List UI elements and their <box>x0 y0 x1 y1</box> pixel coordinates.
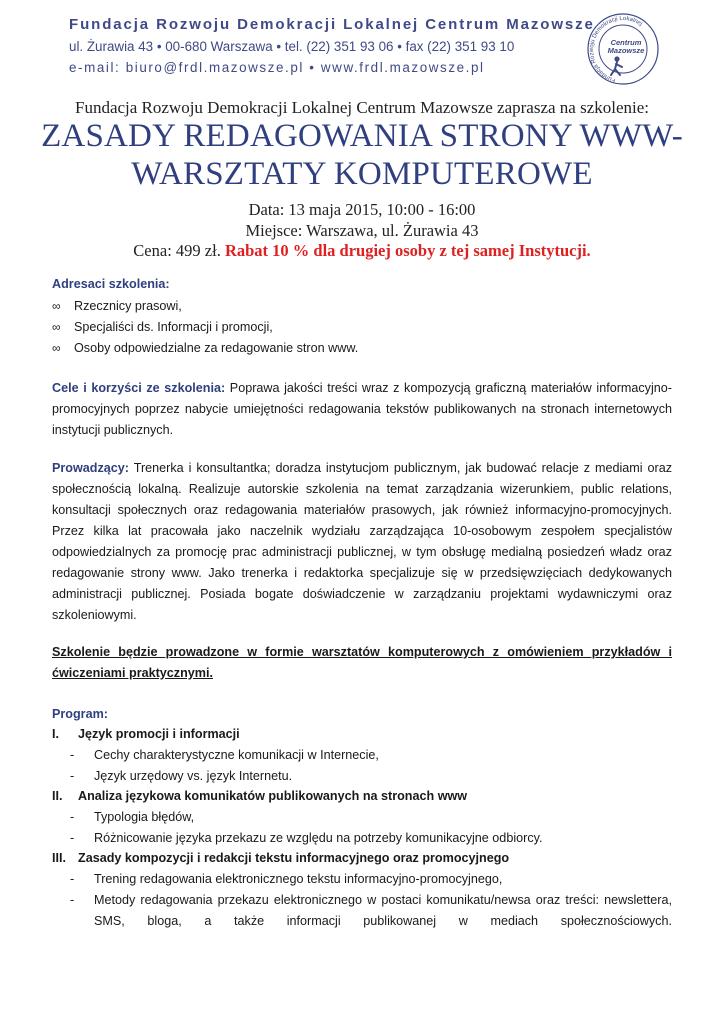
list-item: - Trening redagowania elektronicznego tekstu informacyjno-promocyjnego, <box>70 872 503 886</box>
program-section-1: I. Język promocji i informacji <box>52 727 240 741</box>
logo-ring-text: Fundacja Rozwoju Demokracji Lokalnej <box>589 15 644 83</box>
trainer-paragraph <box>52 458 672 626</box>
price-label: Cena: 499 zł. <box>133 241 225 260</box>
list-item: ∞ Rzecznicy prasowi, <box>52 296 672 317</box>
training-price <box>40 240 684 261</box>
list-item: - Różnicowanie języka przekazu ze względu na potrzeby komunikacyjne odbiorcy. <box>70 831 543 845</box>
goals-heading: Cele i korzyści ze szkolenia: <box>52 381 226 395</box>
logo-figure-head-icon <box>614 56 619 61</box>
logo-text-centrum: Centrum <box>610 38 642 47</box>
foundation-name: Fundacja Rozwoju Demokracji Lokalnej Centrum Mazowsze <box>69 16 595 33</box>
list-item: - Typologia błędów, <box>70 810 195 824</box>
logo-emblem <box>584 12 662 86</box>
list-item: ∞ Specjaliści ds. Informacji i promocji, <box>52 317 672 338</box>
letterhead <box>69 14 595 78</box>
trainer-heading: Prowadzący: <box>52 461 129 475</box>
foundation-contact: e-mail: biuro@frdl.mazowsze.pl • www.frdl.mazowsze.pl <box>69 60 485 75</box>
training-title <box>40 117 684 193</box>
program-heading: Program: <box>52 707 108 721</box>
infinity-bullet-icon: ∞ <box>52 299 61 313</box>
invitation-line: Fundacja Rozwoju Demokracji Lokalnej Centrum Mazowsze zaprasza na szkolenie: <box>74 98 649 117</box>
logo-text-mazowsze: Mazowsze <box>607 46 645 55</box>
list-item-text: Metody redagowania przekazu elektronicznego w postaci komunikatu/newsa oraz treści: newslettera, SMS, bloga, a także informacji publikowanej w mediach społecznościowych. <box>94 893 672 928</box>
addressees-list <box>52 296 672 359</box>
foundation-logo <box>584 12 662 86</box>
training-title-line1: ZASADY REDAGOWANIA STRONY WWW- <box>41 118 683 154</box>
addressees-heading: Adresaci szkolenia: <box>52 277 170 291</box>
infinity-bullet-icon: ∞ <box>52 341 61 355</box>
program-section-2: II. Analiza językowa komunikatów publikowanych na stronach www <box>52 789 468 803</box>
discount-text: Rabat 10 % dla drugiej osoby z tej samej Instytucji. <box>224 241 591 260</box>
format-note: Szkolenie będzie prowadzone w formie warsztatów komputerowych z omówieniem przykładów i ćwiczeniami praktycznymi. <box>52 645 672 680</box>
training-date: Data: 13 maja 2015, 10:00 - 16:00 <box>248 200 476 219</box>
training-place: Miejsce: Warszawa, ul. Żurawia 43 <box>245 221 479 240</box>
trainer-text: Trenerka i konsultantka; doradza instytucjom publicznym, jak budować relacje z mediami oraz społecznością lokalną. Realizuje autorskie szkolenia na temat zarządzania wizerunkiem, public relations, konsultacji społecznych oraz redagowania materiałów prasowych, jak również informacyjno-promocyjnych. Przez kilka lat pracowała jako naczelnik wydziału zarządzająca 10-osobowym zespołem specjalistów odpowiedzialnych za promocję prac administracji publicznej, w tym obsługę medialną posiedzeń władz oraz redagowanie strony www. Jako trenerka i redaktorka specjalizuje się w przedsięwzięciach dedykowanych administracji publicznej. Posiada bogate doświadczenie w zarządzaniu projektami wydawniczymi oraz szkoleniowymi. <box>52 461 672 622</box>
program-section-3: III. Zasady kompozycji i redakcji tekstu informacyjnego oraz promocyjnego <box>52 851 510 865</box>
goals-paragraph <box>52 378 672 441</box>
training-title-line2: WARSZTATY KOMPUTEROWE <box>131 156 593 192</box>
infinity-bullet-icon: ∞ <box>52 320 61 334</box>
list-item: ∞ Osoby odpowiedzialne za redagowanie stron www. <box>52 338 672 359</box>
list-item: - <box>70 893 75 907</box>
list-item: - Cechy charakterystyczne komunikacji w Internecie, <box>70 748 379 762</box>
goals-text: Poprawa jakości treści wraz z kompozycją graficzną materiałów informacyjno-promocyjnych poprzez nabycie umiejętności redagowania tekstów publikowanych na stronach internetowych instytucji publicznych. <box>52 381 672 437</box>
foundation-address: ul. Żurawia 43 • 00-680 Warszawa • tel. (22) 351 93 06 • fax (22) 351 93 10 <box>69 39 515 54</box>
list-item: - Język urzędowy vs. język Internetu. <box>70 769 293 783</box>
